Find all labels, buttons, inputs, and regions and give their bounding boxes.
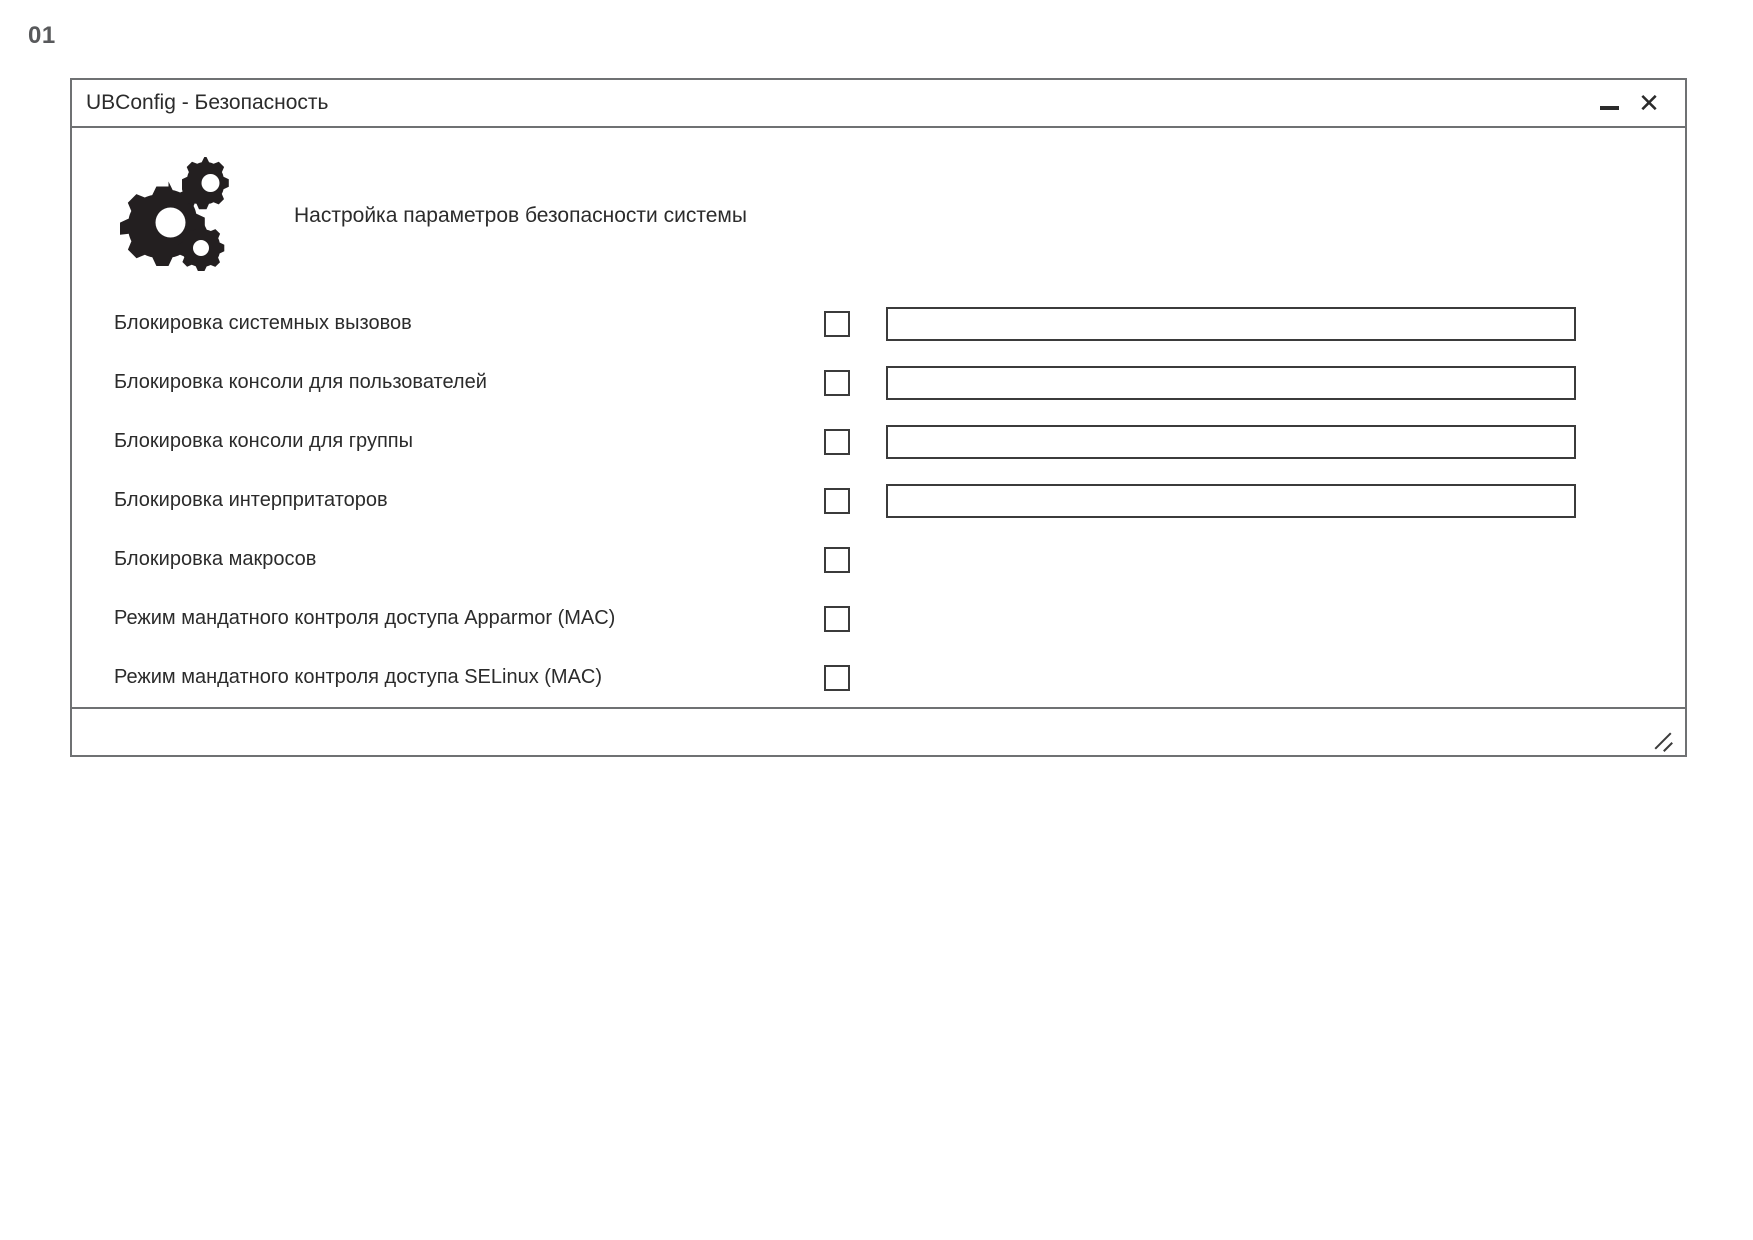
header-area (72, 128, 1685, 278)
minimize-icon (1600, 106, 1619, 110)
setting-checkbox[interactable] (824, 429, 850, 455)
setting-text-input[interactable] (886, 425, 1576, 459)
close-button[interactable] (1629, 85, 1669, 121)
setting-checkbox[interactable] (824, 488, 850, 514)
resize-grip-icon[interactable] (1649, 725, 1675, 751)
window-titlebar[interactable] (72, 80, 1685, 128)
close-icon: ✕ (1638, 88, 1660, 119)
window-title: UBConfig - Безопасность (86, 91, 329, 115)
settings-list (72, 294, 1685, 707)
setting-text-input[interactable] (886, 366, 1576, 400)
setting-checkbox[interactable] (824, 370, 850, 396)
setting-row-console-users-block (114, 353, 1685, 412)
figure-number: 01 (28, 22, 56, 49)
setting-label: Блокировка системных вызовов (114, 312, 412, 335)
setting-label: Блокировка консоли для пользователей (114, 371, 487, 394)
setting-row-console-group-block (114, 412, 1685, 471)
setting-text-input[interactable] (886, 307, 1576, 341)
setting-row-macros-block (114, 530, 1685, 589)
setting-label: Режим мандатного контроля доступа Apparmor (MAC) (114, 607, 616, 630)
setting-checkbox[interactable] (824, 311, 850, 337)
setting-row-interpreters-block (114, 471, 1685, 530)
setting-label: Блокировка интерпритаторов (114, 489, 388, 512)
gears-icon (114, 155, 246, 277)
setting-checkbox[interactable] (824, 606, 850, 632)
setting-row-syscall-block (114, 294, 1685, 353)
setting-row-apparmor-mac (114, 589, 1685, 648)
window-body (72, 128, 1685, 707)
setting-label: Блокировка консоли для группы (114, 430, 413, 453)
setting-label: Режим мандатного контроля доступа SELinux (MAC) (114, 666, 603, 689)
setting-checkbox[interactable] (824, 665, 850, 691)
setting-row-selinux-mac (114, 648, 1685, 707)
setting-checkbox[interactable] (824, 547, 850, 573)
minimize-button[interactable] (1589, 85, 1629, 121)
window-statusbar (72, 707, 1685, 755)
ubconfig-security-window (70, 78, 1687, 757)
header-description: Настройка параметров безопасности системы (294, 204, 747, 228)
setting-label: Блокировка макросов (114, 548, 317, 571)
setting-text-input[interactable] (886, 484, 1576, 518)
